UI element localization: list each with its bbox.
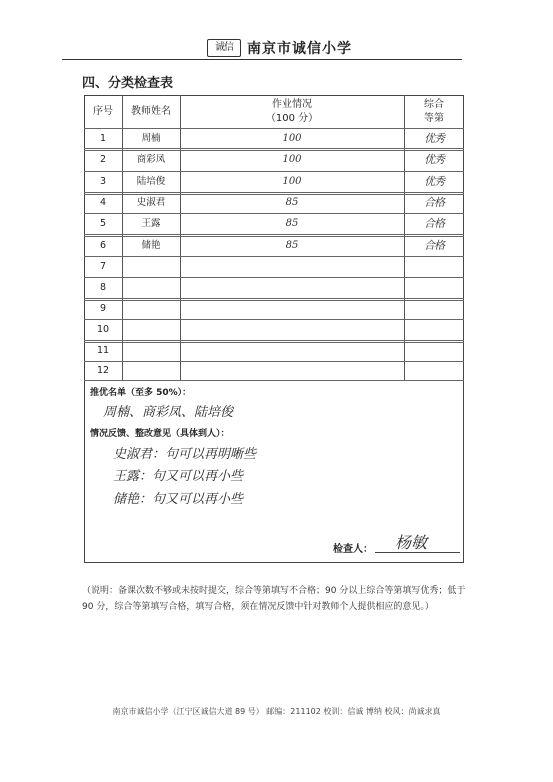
row-index: 3 <box>99 176 107 187</box>
grade-level: 合格 <box>424 239 444 252</box>
teacher-name: 陆培俊 <box>136 176 166 187</box>
row-index: 6 <box>99 240 107 251</box>
homework-score: 100 <box>282 154 302 165</box>
row-divider <box>84 298 464 301</box>
explanation-note: （说明：备课次数不够或未按时提交，综合等第填写不合格；90 分以上综合等第填写优秀；低于 90 分，综合等第填写合格，填写合格，须在情况反馈中针对教师个人提供相应的意见。） <box>82 586 466 612</box>
header-teacher-name: 教师姓名 <box>131 106 171 117</box>
checker-label: 检查人： <box>333 544 373 555</box>
header-index: 序号 <box>93 106 113 117</box>
recommend-label: 推优名单（至多 50%）： <box>90 388 192 398</box>
feedback-line: 史淑君：句可以再明晰些 <box>113 447 257 462</box>
teacher-name: 商彩凤 <box>136 154 166 165</box>
recommend-names: 周楠、商彩凤、陆培俊 <box>103 405 234 420</box>
row-index: 12 <box>96 365 110 376</box>
teacher-name: 史淑君 <box>136 197 166 208</box>
grade-level: 合格 <box>424 196 444 209</box>
teacher-name: 王露 <box>141 218 161 229</box>
row-index: 4 <box>99 197 107 208</box>
row-divider <box>84 340 464 343</box>
row-index: 10 <box>96 324 110 335</box>
row-index: 8 <box>99 282 107 293</box>
grade-level: 优秀 <box>424 175 444 188</box>
grade-level: 合格 <box>424 217 444 230</box>
checker-signature: 杨敏 <box>395 533 428 552</box>
row-index: 11 <box>96 345 110 356</box>
section-title: 四、分类检查表 <box>82 76 174 91</box>
feedback-label: 情况反馈、整改意见（具体到人）： <box>90 429 230 439</box>
row-index: 5 <box>99 218 107 229</box>
grade-level: 优秀 <box>424 153 444 166</box>
homework-score: 85 <box>285 240 299 251</box>
row-index: 1 <box>99 133 107 144</box>
school-name: 南京市诚信小学 <box>247 41 352 57</box>
homework-score: 85 <box>285 197 299 208</box>
header-grade-level: 等第 <box>424 113 444 124</box>
feedback-line: 储艳：句又可以再小些 <box>113 492 244 507</box>
header-homework-score: （100 分） <box>265 113 319 124</box>
signature-line <box>375 552 460 553</box>
teacher-name: 储艳 <box>141 240 161 251</box>
header-divider <box>62 59 462 60</box>
row-index: 2 <box>99 154 107 165</box>
teacher-name: 周楠 <box>141 133 161 144</box>
page-footer: 南京市诚信小学（江宁区诚信大道 89 号） 邮编：211102 校训：信诚 博纳 校风：尚诚求真 <box>112 707 441 716</box>
homework-score: 85 <box>285 218 299 229</box>
row-index: 7 <box>99 261 107 272</box>
row-divider <box>84 319 464 320</box>
row-index: 9 <box>99 303 107 314</box>
row-divider <box>84 277 464 278</box>
homework-score: 100 <box>282 176 302 187</box>
row-divider <box>84 361 464 362</box>
school-logo: 诚信 <box>207 39 241 57</box>
homework-score: 100 <box>282 133 302 144</box>
feedback-line: 王露：句又可以再小些 <box>113 469 244 484</box>
grade-level: 优秀 <box>424 132 444 145</box>
row-divider <box>84 256 464 257</box>
header-grade: 综合 <box>424 99 444 110</box>
header-homework: 作业情况 <box>272 99 312 110</box>
row-divider <box>84 380 464 381</box>
